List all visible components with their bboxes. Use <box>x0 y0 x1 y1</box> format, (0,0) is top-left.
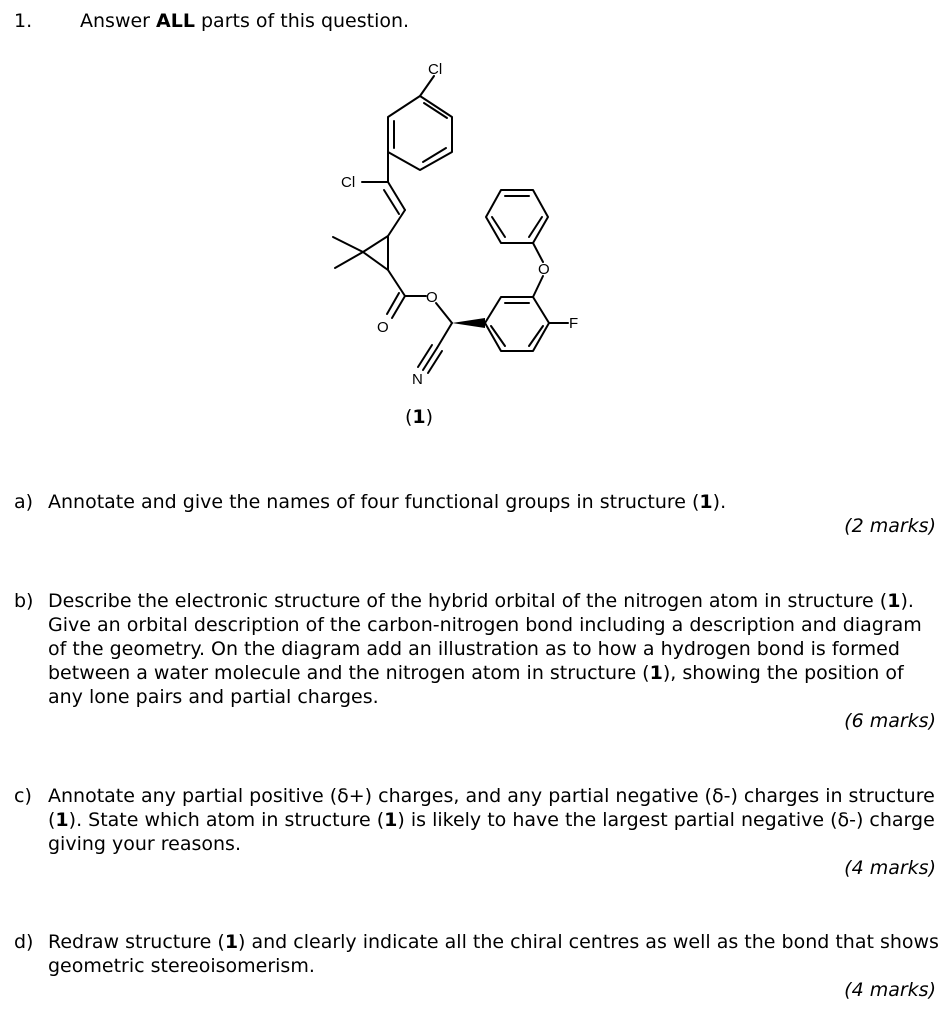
c-cl-bond <box>420 76 434 96</box>
ch-cn-bond <box>437 323 452 348</box>
stereo-wedge-bond <box>452 318 485 328</box>
atom-o-carbonyl: O <box>377 319 389 336</box>
part-d-marks: (4 marks) <box>844 979 936 1001</box>
question-instruction <box>80 10 409 32</box>
alkene-cyclopropane-bond <box>388 210 405 236</box>
o-phenyl-bond <box>533 243 543 262</box>
part-a-letter: a) <box>14 491 34 513</box>
nitrile-triple-bond <box>428 351 442 373</box>
o-ch-bond <box>436 303 452 323</box>
part-b <box>14 589 939 709</box>
ring-double-bond <box>423 148 446 162</box>
fluorophenyl-ring <box>485 297 549 351</box>
part-d <box>14 930 939 978</box>
phenoxy-ring <box>486 190 548 243</box>
atom-n: N <box>412 371 423 388</box>
methyl-bond <box>335 252 363 268</box>
alkene-bond <box>388 182 405 210</box>
part-c-text: Annotate any partial positive (δ+) charges, and any partial negative (δ-) charges in structure (1). State which atom in structure (1) is likely to have the largest partial negative (δ-) charge giving your reasons. <box>48 785 935 855</box>
part-a <box>14 490 939 514</box>
part-b-letter: b) <box>14 590 34 612</box>
atom-o-ester: O <box>426 289 438 306</box>
structure-label: (1) <box>405 406 434 428</box>
alkene-bond-second <box>384 190 399 214</box>
part-d-letter: d) <box>14 931 34 953</box>
instruction-suffix: parts of this question. <box>194 10 410 32</box>
question-number: 1. <box>14 10 33 32</box>
part-d-text: Redraw structure (1) and clearly indicate all the chiral centres as well as the bond that shows geometric stereoisomerism. <box>48 931 939 977</box>
part-c-marks: (4 marks) <box>844 857 936 879</box>
chlorophenyl-ring <box>388 96 452 170</box>
atom-cl-top: Cl <box>428 61 443 78</box>
ring-double-bond <box>492 217 505 237</box>
part-a-marks: (2 marks) <box>844 515 936 537</box>
nitrile-triple-bond <box>423 348 437 370</box>
atom-f: F <box>569 315 579 332</box>
atom-o-ether: O <box>538 261 550 278</box>
instruction-emphasis: ALL <box>156 10 195 32</box>
atom-cl-vinyl: Cl <box>341 174 356 191</box>
ring-double-bond <box>529 217 542 237</box>
nitrile-triple-bond <box>418 345 432 367</box>
part-c <box>14 784 939 856</box>
chemical-structure-diagram <box>300 55 600 395</box>
methyl-bond <box>333 237 363 252</box>
cyclopropane-ring <box>363 236 388 270</box>
part-a-text: Annotate and give the names of four functional groups in structure (1). <box>48 491 727 513</box>
instruction-prefix: Answer <box>80 10 157 32</box>
carbonyl-double-bond <box>392 296 405 318</box>
cyclopropane-carbonyl-bond <box>388 270 405 296</box>
part-c-letter: c) <box>14 785 32 807</box>
part-b-text: Describe the electronic structure of the hybrid orbital of the nitrogen atom in structure (1). Give an orbital description of the carbon-nitrogen bond including a description and diagram of the geometry. On the diagram add an illustration as to how a hydrogen bond is formed between a water molecule and the nitrogen atom in structure (1), showing the position of any lone pairs and partial charges. <box>48 590 922 708</box>
part-b-marks: (6 marks) <box>844 710 936 732</box>
ring-o-bond <box>533 276 543 297</box>
